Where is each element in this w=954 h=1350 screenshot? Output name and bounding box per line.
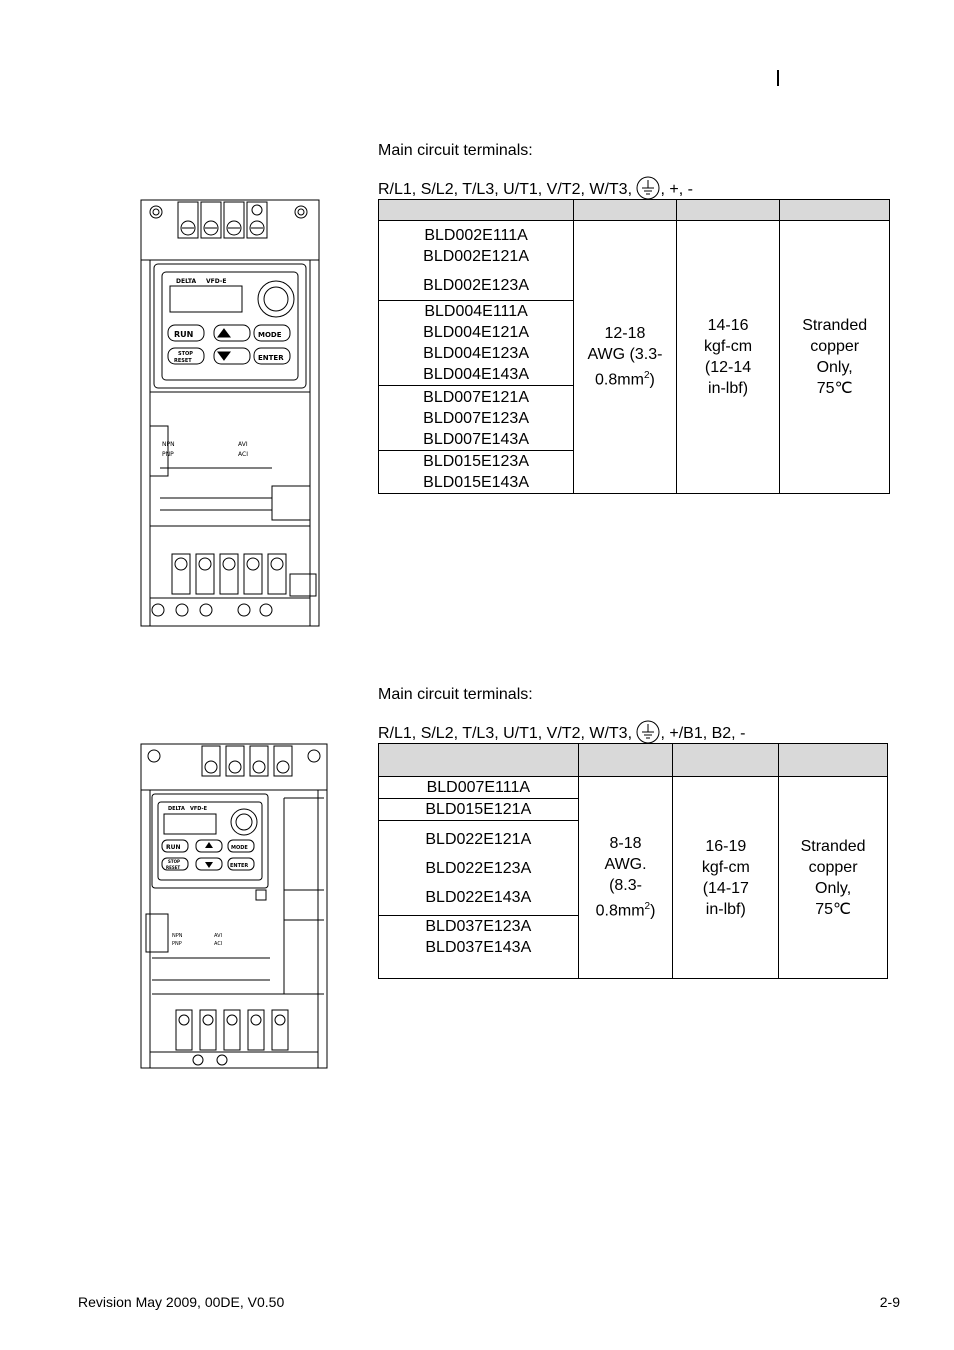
model-name: BLD037E123A — [425, 918, 532, 935]
torque-line: kgf-cm — [701, 858, 750, 876]
model-name: BLD037E143A — [425, 939, 532, 956]
section1-terminals-suffix: , +, - — [660, 181, 693, 198]
model-name: BLD022E123A — [425, 859, 532, 877]
ground-icon — [636, 176, 660, 200]
wire-type-line: copper — [810, 338, 860, 355]
run-key-label: RUN — [166, 844, 181, 851]
model-name: BLD007E143A — [423, 430, 529, 448]
model-cell — [379, 799, 579, 821]
model-name: BLD004E111A — [424, 303, 528, 320]
section2-spec-table — [378, 743, 888, 979]
brand-label: DELTA — [168, 806, 185, 812]
mode-key-label: MODE — [231, 845, 248, 851]
wire-gauge-cell — [578, 777, 673, 979]
wire-gauge-line: 8-18 — [609, 835, 642, 853]
drive-drawing-2 — [138, 742, 332, 1072]
wire-type-line: Only, — [816, 359, 853, 376]
header-cell — [673, 744, 779, 777]
wire-gauge-line — [574, 365, 676, 390]
torque-cell — [673, 777, 779, 979]
wire-gauge-area: 0.8mm — [595, 902, 645, 920]
reset-key-label: RESET — [174, 358, 192, 364]
torque-line: kgf-cm — [704, 338, 753, 355]
pnp-label: PNP — [172, 941, 182, 947]
footer-page-number: 2-9 — [879, 1294, 900, 1310]
model-tag-label: VFD-E — [206, 278, 227, 285]
header-cell — [779, 744, 888, 777]
wire-type-line: copper — [808, 858, 858, 876]
wire-type-cell — [779, 777, 888, 979]
wire-gauge-paren: ) — [650, 902, 656, 920]
model-cell — [379, 221, 574, 301]
torque-line: in-lbf) — [708, 380, 749, 397]
torque-line: 14-16 — [707, 317, 749, 334]
model-name: BLD007E121A — [423, 388, 529, 406]
model-name: BLD007E123A — [423, 409, 529, 427]
torque-line: in-lbf) — [705, 900, 746, 918]
model-name: BLD004E121A — [423, 324, 529, 341]
model-name: BLD015E143A — [423, 474, 529, 491]
wire-gauge-line: 12-18 — [604, 325, 646, 343]
model-name: BLD004E123A — [423, 345, 529, 362]
model-cell — [379, 301, 574, 386]
pnp-label: PNP — [162, 451, 174, 458]
wire-type-cell — [780, 221, 890, 494]
avi-label: AVI — [214, 933, 222, 939]
superscript: 2 — [643, 370, 650, 382]
model-name: BLD002E121A — [423, 248, 529, 265]
brand-label: DELTA — [176, 278, 197, 285]
mode-key-label: MODE — [258, 331, 282, 339]
wire-type-line: 75℃ — [815, 900, 851, 918]
header-cell — [578, 744, 673, 777]
wire-type-line: Only, — [815, 879, 852, 897]
section2-terminals-prefix: R/L1, S/L2, T/L3, U/T1, V/T2, W/T3, — [378, 725, 633, 742]
wire-type-line: Stranded — [800, 837, 866, 855]
run-key-label: RUN — [174, 330, 194, 339]
model-cell — [379, 916, 579, 979]
section1-terminals-prefix: R/L1, S/L2, T/L3, U/T1, V/T2, W/T3, — [378, 181, 633, 198]
torque-line: 16-19 — [705, 837, 747, 855]
model-name: BLD002E111A — [424, 227, 528, 244]
wire-gauge-line: AWG. — [604, 856, 647, 874]
enter-key-label: ENTER — [230, 863, 249, 869]
header-marker — [777, 70, 779, 86]
section1-title: Main circuit terminals: — [378, 142, 533, 159]
wire-gauge-area: 0.8mm — [595, 371, 644, 389]
model-name: BLD015E123A — [423, 453, 529, 470]
avi-label: AVI — [238, 441, 248, 448]
table-header-row — [379, 744, 888, 777]
header-cell — [379, 744, 579, 777]
wire-gauge-cell — [574, 221, 677, 494]
section1-terminals — [378, 176, 693, 200]
section1-spec-table — [378, 199, 890, 494]
reset-key-label: RESET — [166, 865, 181, 870]
stop-key-label: STOP — [178, 351, 193, 357]
aci-label: ACI — [214, 941, 223, 947]
stop-key-label: STOP — [168, 859, 180, 864]
header-cell — [780, 200, 890, 221]
model-name: BLD022E121A — [425, 830, 532, 848]
model-name: BLD007E111A — [426, 779, 531, 796]
model-cell — [379, 386, 574, 451]
model-name: BLD015E121A — [425, 801, 532, 818]
torque-line: (12-14 — [704, 359, 752, 376]
model-name: BLD022E143A — [425, 888, 532, 906]
footer-revision: Revision May 2009, 00DE, V0.50 — [78, 1294, 285, 1310]
model-cell — [379, 821, 579, 916]
npn-label: NPN — [172, 933, 183, 939]
model-tag-label: VFD-E — [190, 806, 208, 812]
wire-gauge-line — [579, 896, 673, 921]
model-name: BLD002E123A — [423, 277, 529, 294]
torque-line: (14-17 — [702, 879, 749, 897]
section2-title: Main circuit terminals: — [378, 686, 533, 703]
drive-drawing-1 — [138, 198, 324, 630]
wire-type-line: 75℃ — [816, 380, 853, 397]
table-header-row — [379, 200, 890, 221]
enter-key-label: ENTER — [258, 354, 284, 362]
header-cell — [574, 200, 677, 221]
torque-cell — [676, 221, 780, 494]
model-cell — [379, 451, 574, 494]
model-cell — [379, 777, 579, 799]
table-row — [379, 777, 888, 799]
section2-terminals-suffix: , +/B1, B2, - — [660, 725, 746, 742]
header-cell — [676, 200, 780, 221]
section2-terminals — [378, 720, 745, 744]
npn-label: NPN — [162, 441, 175, 448]
wire-type-line: Stranded — [802, 317, 868, 334]
superscript: 2 — [644, 901, 651, 913]
ground-icon — [636, 720, 660, 744]
aci-label: ACI — [238, 451, 248, 458]
wire-gauge-line: AWG (3.3- — [587, 346, 663, 364]
wire-gauge-paren: ) — [649, 371, 655, 389]
header-cell — [379, 200, 574, 221]
model-name: BLD004E143A — [423, 366, 529, 383]
table-row — [379, 221, 890, 301]
wire-gauge-line: (8.3- — [609, 877, 642, 895]
